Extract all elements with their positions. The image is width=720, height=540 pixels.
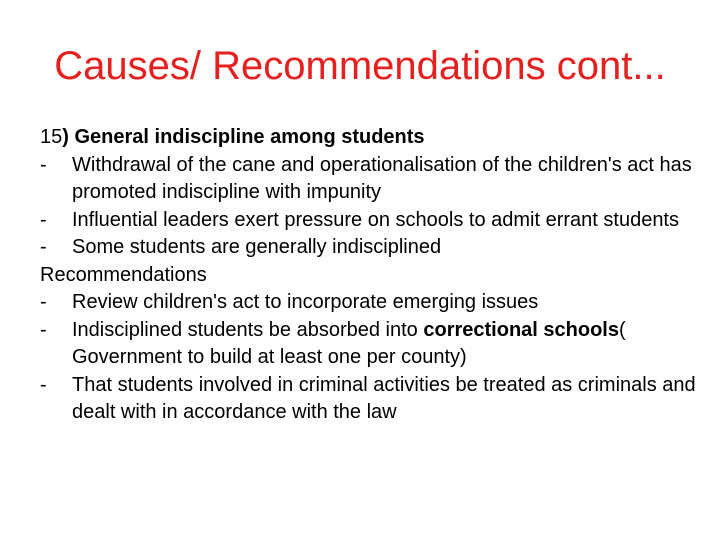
recommendation-emphasis: correctional schools	[423, 318, 619, 341]
bullet-dash: -	[40, 153, 47, 176]
section-paren: )	[62, 126, 69, 148]
bullet-dash: -	[40, 318, 47, 341]
recommendation-text	[72, 317, 700, 372]
slide-title: Causes/ Recommendations cont...	[54, 44, 666, 88]
recommendation-text: Review children's act to incorporate emerging issues	[72, 291, 539, 313]
recommendation-text: That students involved in criminal activities be treated as criminals and dealt with in accordance with the law	[72, 373, 696, 423]
section-heading	[40, 124, 700, 152]
cause-item	[40, 234, 700, 262]
recommendation-item	[40, 289, 700, 317]
section-heading-text: General indiscipline among students	[74, 126, 425, 148]
bullet-dash: -	[40, 236, 47, 258]
slide-body	[40, 124, 700, 427]
cause-item	[40, 152, 700, 207]
recommendation-text-suffix: ( Government to build at least one per county)	[72, 318, 626, 368]
recommendations-heading: Recommendations	[40, 263, 207, 286]
recommendation-item	[40, 317, 700, 372]
recommendation-text-prefix: Indisciplined students be absorbed into	[72, 318, 424, 341]
cause-text: Some students are generally indisciplined	[72, 236, 442, 258]
cause-item	[40, 207, 700, 235]
cause-text: Influential leaders exert pressure on schools to admit errant students	[72, 208, 679, 231]
cause-text: Withdrawal of the cane and operationalisation of the children's act has promoted indiscipline with impunity	[72, 153, 692, 203]
section-number: 15	[40, 126, 63, 148]
bullet-dash: -	[40, 208, 47, 231]
recommendation-item	[40, 372, 700, 427]
bullet-dash: -	[40, 291, 47, 313]
bullet-dash: -	[40, 373, 47, 396]
